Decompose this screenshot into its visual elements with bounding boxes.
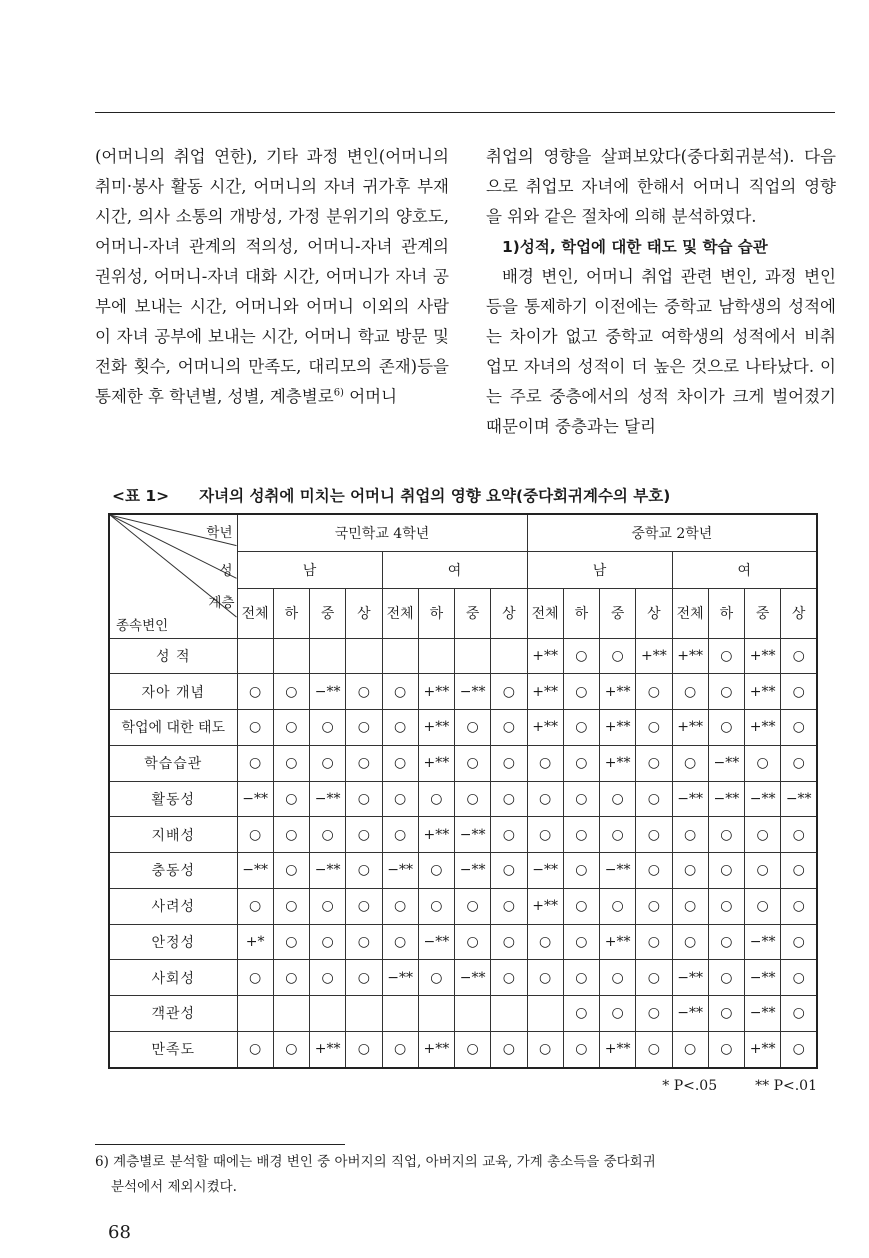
table-cell: +** [745,638,781,674]
row-label: 충동성 [109,853,237,889]
table-cell: −** [310,781,346,817]
table-cell: ○ [455,710,491,746]
table-row [109,781,817,817]
table-cell: −** [745,960,781,996]
table-cell: +** [636,638,672,674]
table-cell: −** [708,745,744,781]
table-cell: ○ [273,674,309,710]
table-cell: ○ [708,960,744,996]
row-label: 성 적 [109,638,237,674]
table-cell [455,996,491,1032]
table-cell: ○ [237,1031,273,1068]
table-cell: −** [418,924,454,960]
top-rule [95,112,835,113]
table-cell: ○ [527,1031,563,1068]
table-cell: ○ [273,781,309,817]
class-header: 중 [455,588,491,638]
table-cell: −** [310,674,346,710]
table-cell [310,996,346,1032]
class-header: 상 [346,588,382,638]
table-cell: +** [527,710,563,746]
table-cell: ○ [745,745,781,781]
table-row [109,924,817,960]
table-cell: ○ [563,781,599,817]
table-cell: ○ [708,996,744,1032]
table-cell: ○ [273,924,309,960]
table-cell: ○ [527,745,563,781]
table-cell: ○ [310,710,346,746]
table-row [109,710,817,746]
table-cell: ○ [382,781,418,817]
table-cell: −** [672,781,708,817]
table-cell: ○ [346,745,382,781]
table-cell: +** [418,710,454,746]
table-cell: +** [745,1031,781,1068]
table-cell: ○ [745,888,781,924]
table-cell: ○ [491,710,527,746]
table-cell [382,638,418,674]
row-label: 활동성 [109,781,237,817]
table-cell: ○ [600,638,636,674]
table-cell: ○ [455,888,491,924]
table-cell: ○ [491,817,527,853]
table-cell: ○ [636,674,672,710]
table-cell: ○ [563,960,599,996]
class-header: 상 [781,588,817,638]
row-label: 자아 개념 [109,674,237,710]
table-caption-label: <표 1> [112,487,170,505]
table-cell: ○ [781,1031,817,1068]
table-cell: ○ [708,924,744,960]
sex-header: 여 [382,551,527,588]
table-cell: ○ [418,960,454,996]
significance-notes [624,1078,817,1094]
table-cell: +** [600,745,636,781]
table-cell: ○ [491,924,527,960]
table-cell: ○ [382,674,418,710]
table-cell: ○ [636,996,672,1032]
table-cell: ○ [491,960,527,996]
table-cell: ○ [455,1031,491,1068]
class-header: 하 [563,588,599,638]
table-cell [491,996,527,1032]
table-cell: ○ [708,817,744,853]
table-cell: ○ [310,817,346,853]
table-cell: ○ [310,888,346,924]
table-cell: ○ [636,710,672,746]
table-cell [418,996,454,1032]
table-cell: ○ [491,1031,527,1068]
corner-label-variable: 종속변인 [116,617,169,634]
table-cell: ○ [346,853,382,889]
table-cell [491,638,527,674]
row-label: 학업에 대한 태도 [109,710,237,746]
corner-label-sex: 성 [219,563,233,579]
table-cell: ○ [382,888,418,924]
table-cell: −** [382,960,418,996]
table-cell: ○ [346,1031,382,1068]
table-cell: ○ [708,638,744,674]
left-text-b: 어머니 [343,387,398,406]
table-cell: −** [382,853,418,889]
section-subheading: 1)성적, 학업에 대한 태도 및 학습 습관 [502,238,768,256]
table-cell [273,638,309,674]
table-cell [346,638,382,674]
table-cell: ○ [708,853,744,889]
table-cell: −** [745,781,781,817]
table-cell: ○ [527,960,563,996]
table-cell: ○ [781,960,817,996]
table-cell: ○ [273,1031,309,1068]
table-cell [310,638,346,674]
table-cell: ○ [382,745,418,781]
table-row [109,853,817,889]
table-cell: −** [745,924,781,960]
class-header: 하 [273,588,309,638]
class-header: 중 [600,588,636,638]
table-cell: −** [237,781,273,817]
table-cell: +** [600,924,636,960]
table-cell: −** [237,853,273,889]
table-cell: +** [745,674,781,710]
table-cell: ○ [745,817,781,853]
table-row [109,745,817,781]
table-cell: ○ [745,853,781,889]
table-cell: ○ [346,781,382,817]
table-cell: −** [455,853,491,889]
table-cell: ○ [346,710,382,746]
table-cell: ○ [781,817,817,853]
table-cell: ○ [636,745,672,781]
table-caption-title: 자녀의 성취에 미치는 어머니 취업의 영향 요약(중다회귀계수의 부호) [199,487,671,505]
table-cell: ○ [382,1031,418,1068]
sex-header: 남 [237,551,382,588]
corner-label-grade: 학년 [206,525,233,541]
table-cell: ○ [672,817,708,853]
table-row [109,817,817,853]
left-column [95,142,449,412]
class-header: 상 [636,588,672,638]
table-cell: ○ [273,817,309,853]
results-table [108,513,818,1069]
table-cell: −** [745,996,781,1032]
table-cell: ○ [600,781,636,817]
row-label: 사회성 [109,960,237,996]
table-cell: ○ [600,817,636,853]
table-cell: ○ [237,710,273,746]
left-paragraph [95,142,449,412]
table-cell: ○ [781,924,817,960]
table-cell: ○ [527,924,563,960]
footnote-ref: 6) [333,387,344,399]
table-cell: ○ [708,710,744,746]
right-column [486,142,836,442]
table-cell: ○ [708,674,744,710]
table-cell: ○ [781,888,817,924]
row-label: 지배성 [109,817,237,853]
table-cell: +** [418,674,454,710]
table-cell [455,638,491,674]
left-text-a: (어머니의 취업 연한), 기타 과정 변인(어머니의 취미·봉사 활동 시간, 어머니의 자녀 귀가후 부재 시간, 의사 소통의 개방성, 가정 분위기의 양호도, 어머니-자녀 관계의 적의성, 어머니-자녀 관계의 권위성, 어머니-자녀 대화 시간, 어머니가 자녀 공부에 보내는 시간, 어머니와 어머니 이외의 사람이 자녀 공부에 보내는 시간, 어머니 학교 방문 및 전화 횟수, 어머니의 만족도, 대리모의 존재)등을 통제한 후 학년별, 성별, 계층별로 [95,147,449,406]
table-cell: ○ [636,888,672,924]
row-label: 만족도 [109,1031,237,1068]
table-cell: ○ [310,924,346,960]
class-header: 중 [745,588,781,638]
table-cell: +** [418,817,454,853]
table-cell: ○ [382,710,418,746]
table-cell: +** [418,1031,454,1068]
row-label: 객관성 [109,996,237,1032]
table-cell: ○ [636,817,672,853]
table-cell: ○ [563,674,599,710]
table-cell: +** [600,674,636,710]
table-cell: +** [418,745,454,781]
right-paragraph-1: 취업의 영향을 살펴보았다(중다회귀분석). 다음으로 취업모 자녀에 한해서 어머니 직업의 영향을 위와 같은 절차에 의해 분석하였다. [486,147,836,226]
table-cell: ○ [636,1031,672,1068]
table-cell: −** [310,853,346,889]
table-cell: ○ [563,924,599,960]
table-cell: −** [455,817,491,853]
table-corner-cell [109,514,237,638]
page-number: 68 [108,1222,131,1243]
table-cell: ○ [636,781,672,817]
table-cell: ○ [491,745,527,781]
table-cell: −** [672,960,708,996]
sex-header: 남 [527,551,672,588]
row-label: 안정성 [109,924,237,960]
table-cell: ○ [563,853,599,889]
class-header: 하 [708,588,744,638]
table-cell: +** [745,710,781,746]
table-cell: ○ [346,817,382,853]
table-cell [346,996,382,1032]
class-header: 전체 [672,588,708,638]
table-cell: ○ [455,781,491,817]
table-cell: ○ [781,638,817,674]
corner-label-class: 계층 [208,595,235,611]
table-cell: ○ [237,888,273,924]
table-cell: ○ [382,817,418,853]
table-cell: ○ [237,745,273,781]
table-cell: ○ [708,888,744,924]
table-cell: ○ [636,960,672,996]
table-cell: ○ [310,960,346,996]
table-cell: −** [527,853,563,889]
table-cell: +* [237,924,273,960]
table-cell: ○ [346,888,382,924]
class-header: 상 [491,588,527,638]
table-cell: ○ [600,960,636,996]
class-header: 전체 [382,588,418,638]
table-cell: ○ [273,853,309,889]
table-cell: +** [672,638,708,674]
footnote-rule [95,1144,345,1145]
table-cell: +** [600,710,636,746]
table-cell: ○ [382,924,418,960]
table-cell: +** [527,674,563,710]
table-cell: ○ [346,674,382,710]
table-row [109,960,817,996]
table-cell: ○ [781,710,817,746]
table-cell: −** [455,960,491,996]
table-cell: ○ [418,888,454,924]
table-cell: ○ [563,745,599,781]
class-header: 전체 [527,588,563,638]
table-cell: ○ [672,674,708,710]
class-header: 하 [418,588,454,638]
table-row [109,888,817,924]
table-cell: ○ [273,710,309,746]
class-header: 중 [310,588,346,638]
table-cell: ○ [491,888,527,924]
table-cell: ○ [273,888,309,924]
table-cell: ○ [563,817,599,853]
table-cell [273,996,309,1032]
table-cell [418,638,454,674]
grade-header: 국민학교 4학년 [237,514,527,551]
table-cell: ○ [237,674,273,710]
table-cell: ○ [636,924,672,960]
table-cell: ○ [708,1031,744,1068]
table-cell: ○ [418,781,454,817]
grade-header: 중학교 2학년 [527,514,817,551]
table-cell: ○ [672,853,708,889]
footnote-line-1: 6) 계층별로 분석할 때에는 배경 변인 중 아버지의 직업, 아버지의 교육, 가계 총소득을 중다회귀 [95,1154,656,1170]
table-cell: −** [455,674,491,710]
table-cell: ○ [273,960,309,996]
class-header: 전체 [237,588,273,638]
table-row [109,638,817,674]
table-cell: ○ [237,817,273,853]
row-label: 사려성 [109,888,237,924]
table-cell: ○ [672,888,708,924]
table-cell: −** [781,781,817,817]
table-cell: +** [600,1031,636,1068]
table-cell: −** [708,781,744,817]
sex-header: 여 [672,551,817,588]
table-cell: +** [527,638,563,674]
table-cell: +** [310,1031,346,1068]
table-cell: ○ [600,996,636,1032]
table-cell: ○ [237,960,273,996]
table-cell: ○ [563,888,599,924]
table-cell: ○ [491,674,527,710]
table-cell: +** [672,710,708,746]
table-cell [237,996,273,1032]
table-cell: ○ [527,781,563,817]
table-cell: ○ [636,853,672,889]
table-cell [237,638,273,674]
table-cell [527,996,563,1032]
note-p05: * P<.05 [662,1078,718,1094]
table-row [109,996,817,1032]
table-cell: ○ [527,817,563,853]
right-paragraph-2: 배경 변인, 어머니 취업 관련 변인, 과정 변인 등을 통제하기 이전에는 중학교 남학생의 성적에는 차이가 없고 중학교 여학생의 성적에서 비취업모 자녀의 성적이 더 높은 것으로 나타났다. 이는 주로 중층에서의 성적 차이가 크게 벌어졌기 때문이며 중층과는 달리 [486,267,836,436]
table-cell: ○ [418,853,454,889]
note-p01: ** P<.01 [755,1078,817,1094]
table-cell: ○ [563,996,599,1032]
table-cell: ○ [781,996,817,1032]
table-cell: ○ [563,710,599,746]
footnote-line-2: 분석에서 제외시켰다. [111,1179,237,1195]
table-cell: ○ [600,888,636,924]
table-caption [112,484,670,506]
table-cell: −** [672,996,708,1032]
table-cell: ○ [781,745,817,781]
table-cell: ○ [672,745,708,781]
table-cell: −** [600,853,636,889]
table-cell: +** [527,888,563,924]
table-row [109,1031,817,1068]
table-cell: ○ [455,924,491,960]
footnote [95,1150,835,1200]
table-cell: ○ [346,960,382,996]
table-cell: ○ [273,745,309,781]
table-cell: ○ [491,781,527,817]
table-cell: ○ [310,745,346,781]
table-cell: ○ [672,1031,708,1068]
table-cell: ○ [455,745,491,781]
table-cell: ○ [346,924,382,960]
table-cell: ○ [563,638,599,674]
table-cell: ○ [672,924,708,960]
table-cell: ○ [781,853,817,889]
row-label: 학습습관 [109,745,237,781]
table-cell: ○ [563,1031,599,1068]
table-cell: ○ [781,674,817,710]
table-cell [382,996,418,1032]
table-cell: ○ [491,853,527,889]
table-row [109,674,817,710]
